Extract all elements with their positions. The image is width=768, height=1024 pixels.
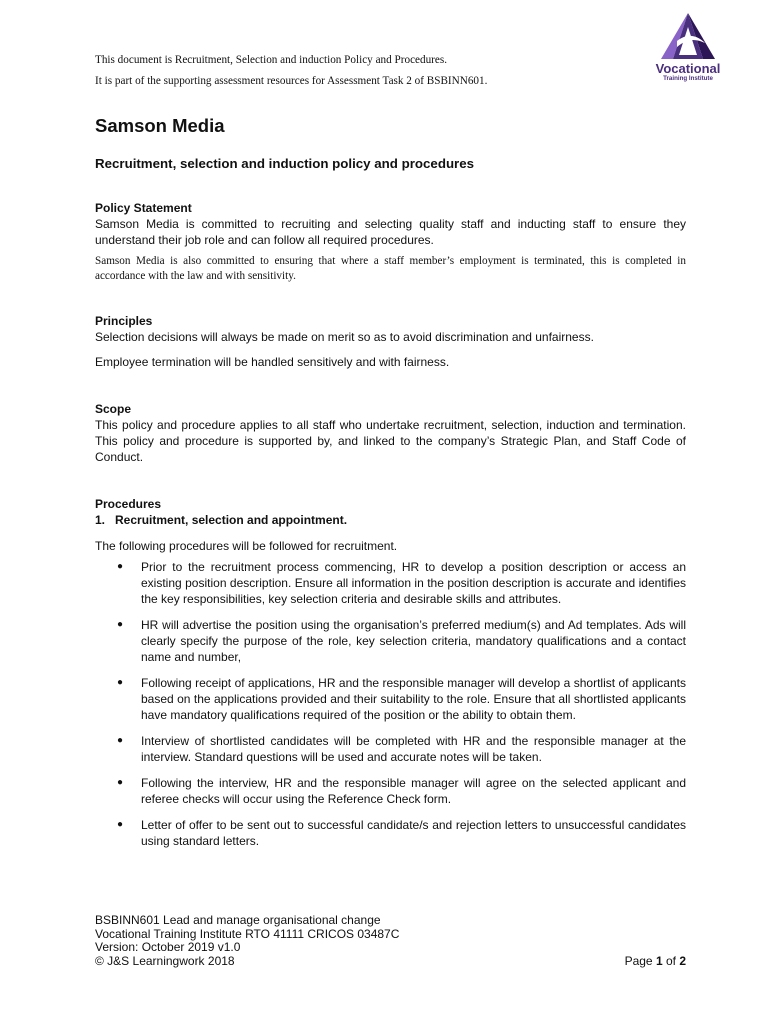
vocational-training-institute-logo xyxy=(646,11,730,91)
policy-statement-section xyxy=(95,200,686,284)
policy-statement-paragraph-2: Samson Media is also committed to ensuring that where a staff member’s employment is terminated, this is completed in accordance with the law and with sensitivity. xyxy=(95,255,686,282)
principles-heading: Principles xyxy=(95,314,153,328)
page-mid: of xyxy=(662,953,680,968)
principles-paragraph-1: Selection decisions will always be made on merit so as to avoid discrimination and unfairness. xyxy=(95,330,594,344)
page-prefix: Page xyxy=(624,953,656,968)
header-line-1: This document is Recruitment, Selection and induction Policy and Procedures. xyxy=(95,54,448,66)
document-body xyxy=(95,113,686,859)
list-item xyxy=(95,733,686,765)
bullet-icon: ● xyxy=(117,561,124,572)
policy-statement-paragraph-1: Samson Media is committed to recruiting and selecting quality staff and inducting staff to ensure they understand their job role and can follow all required procedures. xyxy=(95,217,686,247)
logo-subtitle: Training Institute xyxy=(663,75,713,82)
list-item-text: HR will advertise the position using the organisation’s preferred medium(s) and Ad templates. Ads will clearly specify the purpose of the role, key selection criteria, mandatory qualifications and a contact name and number, xyxy=(141,618,686,664)
list-item-text: Following the interview, HR and the responsible manager will agree on the selected applicant and referee checks will occur using the Reference Check form. xyxy=(141,776,686,806)
procedures-intro: The following procedures will be followed for recruitment. xyxy=(95,539,398,553)
list-item xyxy=(95,675,686,723)
document-header xyxy=(95,50,635,92)
list-item-text: Prior to the recruitment process commencing, HR to develop a position description or access an existing position description. Ensure all information in the position description is accurate and identifies the key responsibilities, key selection criteria and desirable skills and attributes. xyxy=(141,560,686,606)
list-item-text: Interview of shortlisted candidates will be completed with HR and the responsible manager at the interview. Standard questions will be used and accurate notes will be taken. xyxy=(141,734,686,764)
page-number xyxy=(625,955,686,969)
company-name: Samson Media xyxy=(95,115,225,136)
page-total: 2 xyxy=(679,953,686,968)
header-line-2: It is part of the supporting assessment resources for Assessment Task 2 of BSBINN601. xyxy=(95,75,488,87)
bullet-icon: ● xyxy=(117,619,124,630)
procedures-section xyxy=(95,496,686,849)
procedures-subheading: 1. Recruitment, selection and appointment. xyxy=(95,513,348,527)
bullet-icon: ● xyxy=(117,735,124,746)
list-item-text: Following receipt of applications, HR and the responsible manager will develop a shortlist of applicants based on the applications provided and their suitability to the role. Ensure that all shortlisted applicants have mandatory qualifications required of the position or the ability to obtain them. xyxy=(141,676,686,722)
list-item xyxy=(95,817,686,849)
footer-line-2: Vocational Training Institute RTO 41111 CRICOS 03487C xyxy=(95,926,400,941)
page-footer xyxy=(95,914,686,968)
scope-paragraph: This policy and procedure applies to all staff who undertake recruitment, selection, induction and termination. This policy and procedure is supported by, and linked to the company’s Strategic Plan, and Staff Code of Conduct. xyxy=(95,418,686,464)
footer-line-1: BSBINN601 Lead and manage organisational change xyxy=(95,913,381,927)
list-item-text: Letter of offer to be sent out to successful candidate/s and rejection letters to unsuccessful candidates using standard letters. xyxy=(141,818,686,848)
bullet-icon: ● xyxy=(117,777,124,788)
list-item xyxy=(95,559,686,607)
principles-paragraph-2: Employee termination will be handled sensitively and with fairness. xyxy=(95,355,450,369)
vti-triangle-logo-icon xyxy=(657,11,719,61)
scope-section xyxy=(95,401,686,465)
list-item xyxy=(95,775,686,807)
logo-name: Vocational xyxy=(655,61,721,76)
footer-last-row xyxy=(95,955,686,969)
page-current: 1 xyxy=(655,953,663,968)
bullet-icon: ● xyxy=(117,819,124,830)
footer-line-3: Version: October 2019 v1.0 xyxy=(95,940,241,954)
policy-statement-heading: Policy Statement xyxy=(95,201,192,215)
footer-line-4: © J&S Learningwork 2018 xyxy=(95,953,235,968)
list-item xyxy=(95,617,686,665)
principles-section xyxy=(95,313,686,370)
procedures-heading: Procedures xyxy=(95,497,162,511)
scope-heading: Scope xyxy=(95,402,132,416)
bullet-icon: ● xyxy=(117,677,124,688)
document-title: Recruitment, selection and induction policy and procedures xyxy=(95,156,475,171)
procedures-bullet-list xyxy=(95,559,686,849)
